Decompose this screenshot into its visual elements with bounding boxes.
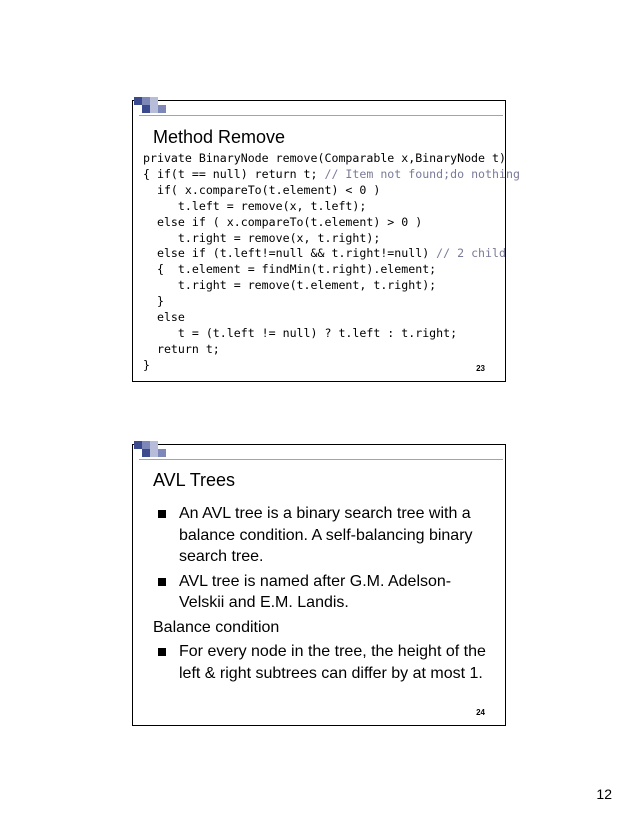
code-text: private BinaryNode remove(Comparable x,BinaryNode t) <box>143 151 506 165</box>
item-text: AVL tree is named after G.M. Adelson-Velskii and E.M. Landis. <box>179 572 452 611</box>
code-text: t.right = remove(x, t.right); <box>143 230 381 245</box>
code-text: else if ( x.compareTo(t.element) > 0 ) <box>143 214 423 229</box>
code-text: if( x.compareTo(t.element) < 0 ) <box>143 182 381 197</box>
code-text: { t.element = findMin(t.right).element; <box>143 262 437 277</box>
item-text: For every node in the tree, the height of the left & right subtrees can differ by at most 1. <box>179 643 486 682</box>
item-text: Balance condition <box>153 618 280 636</box>
code-line <box>143 199 520 215</box>
code-line <box>143 151 520 167</box>
code-text: } <box>143 294 164 309</box>
code-text: return t; <box>143 341 220 356</box>
code-line <box>143 262 520 278</box>
slide-number: 24 <box>476 708 485 717</box>
code-text: t.right = remove(t.element, t.right); <box>143 278 437 293</box>
item-text: An AVL tree is a binary search tree with a balance condition. A self-balancing binary search tree. <box>179 505 473 565</box>
code-comment: // Item not found;do nothing <box>324 166 520 181</box>
code-text: t = (t.left != null) ? t.left : t.right; <box>143 325 458 340</box>
code-line <box>143 231 520 247</box>
title-rule <box>139 459 503 460</box>
square-bullet-icon <box>158 510 166 518</box>
code-line <box>143 215 520 231</box>
code-block <box>143 151 520 374</box>
code-text: else <box>143 310 185 325</box>
slide-23 <box>132 100 520 382</box>
slide-number: 23 <box>476 364 485 373</box>
slide-title: AVL Trees <box>153 470 236 490</box>
code-text: t.left = remove(x, t.left); <box>143 198 367 213</box>
code-line <box>143 358 520 374</box>
code-line <box>143 326 520 342</box>
code-text: { if(t == null) return t; <box>143 166 325 181</box>
code-comment: // 2 child <box>436 246 506 261</box>
code-line <box>143 310 520 326</box>
code-line <box>143 246 520 262</box>
title-rule <box>139 115 503 116</box>
square-bullet-icon <box>158 578 166 586</box>
slide-24 <box>132 444 506 726</box>
code-text: } <box>143 357 150 372</box>
square-bullet-icon <box>158 648 166 656</box>
code-text: else if (t.left!=null && t.right!=null) <box>143 246 437 261</box>
code-line <box>143 167 520 183</box>
bullet-item <box>153 503 493 568</box>
bullet-item <box>153 641 493 684</box>
page-number: 12 <box>596 786 612 802</box>
slide-body <box>153 503 493 687</box>
code-line <box>143 294 520 310</box>
code-line <box>143 278 520 294</box>
code-line <box>143 183 520 199</box>
section-text <box>153 617 493 639</box>
slide-title: Method Remove <box>153 127 286 147</box>
bullet-item <box>153 571 493 614</box>
code-line <box>143 342 520 358</box>
